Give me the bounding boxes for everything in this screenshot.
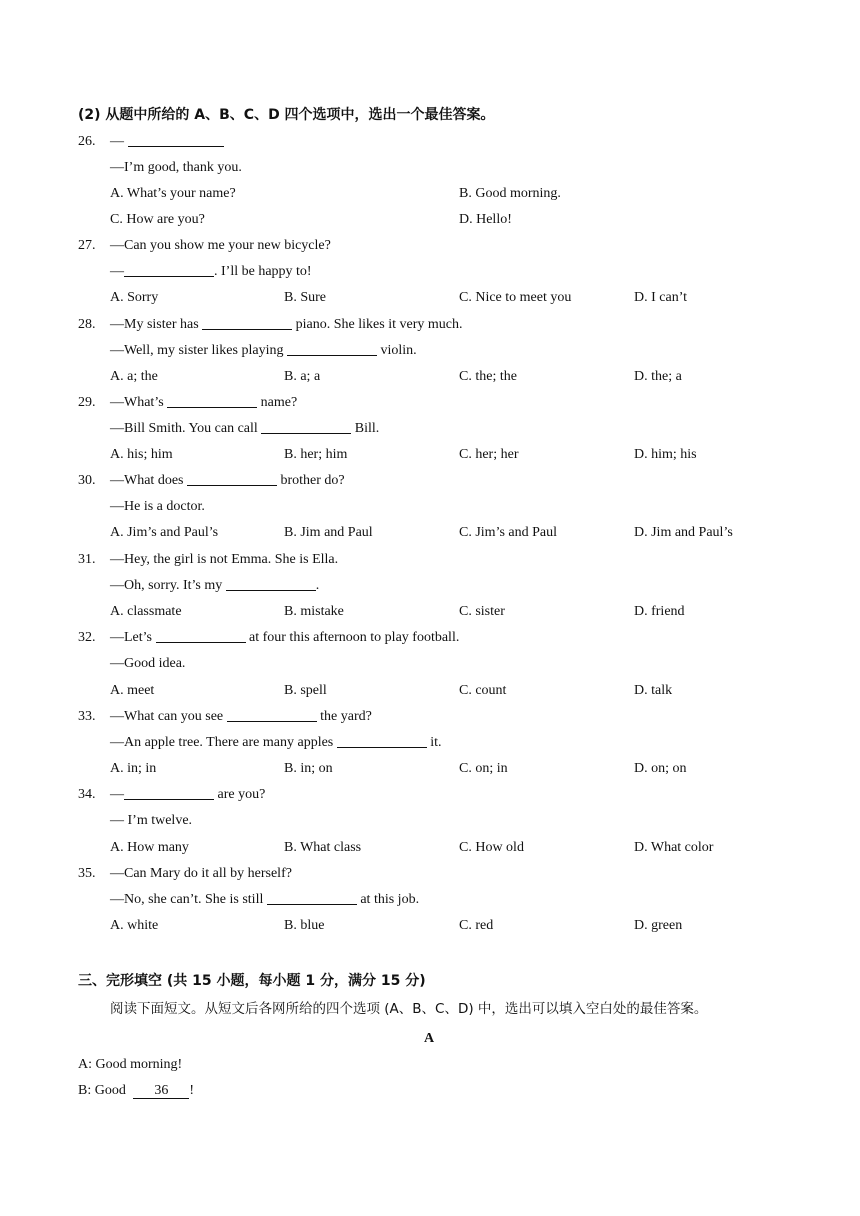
reply-text: —Oh, sorry. It’s my	[110, 578, 226, 593]
question-35-reply	[0, 889, 860, 911]
option-c: C. red	[459, 918, 494, 933]
question-number: 29.	[78, 395, 96, 410]
stem-text-tail: the yard?	[316, 709, 372, 724]
dialogue-text: B: Good	[78, 1083, 130, 1098]
question-35-stem	[0, 863, 860, 885]
reply-text-tail: at this job.	[356, 892, 420, 907]
stem-text-tail: name?	[257, 395, 298, 410]
question-26-stem	[0, 131, 860, 153]
option-a: A. classmate	[110, 604, 182, 619]
option-a: A. a; the	[110, 369, 158, 384]
answer-blank	[227, 707, 317, 722]
option-a: A. white	[110, 918, 159, 933]
option-c: C. Jim’s and Paul	[459, 525, 558, 540]
question-27-reply	[0, 261, 860, 283]
answer-blank	[287, 341, 377, 356]
option-d: D. Jim and Paul’s	[634, 525, 733, 540]
reply-text-tail: it.	[426, 735, 442, 750]
option-b: B. spell	[284, 683, 327, 698]
question-35-options	[0, 915, 860, 937]
option-b: B. her; him	[284, 447, 348, 462]
question-32-reply	[0, 653, 860, 675]
option-a: A. in; in	[110, 761, 157, 776]
reply-text-tail: .	[315, 578, 320, 593]
option-d: D. talk	[634, 683, 673, 698]
reply-text: —I’m good, thank you.	[110, 160, 242, 175]
question-28-stem	[0, 314, 860, 336]
option-c: C. on; in	[459, 761, 508, 776]
reply-text: —He is a doctor.	[110, 499, 205, 514]
stem-text: —What’s	[110, 395, 168, 410]
question-33-reply	[0, 732, 860, 754]
option-c: C. sister	[459, 604, 505, 619]
question-34-options	[0, 837, 860, 859]
stem-text: —	[110, 787, 124, 802]
dialogue-line-2	[0, 1080, 860, 1102]
question-26-options-row2	[0, 209, 860, 231]
question-31-reply	[0, 575, 860, 597]
question-number: 32.	[78, 630, 96, 645]
answer-blank	[226, 576, 316, 591]
question-number: 34.	[78, 787, 96, 802]
option-b: B. blue	[284, 918, 325, 933]
option-d: D. on; on	[634, 761, 687, 776]
question-number: 27.	[78, 238, 96, 253]
option-c: C. the; the	[459, 369, 517, 384]
stem-text: —Hey, the girl is not Emma. She is Ella.	[110, 552, 339, 567]
option-c: C. her; her	[459, 447, 519, 462]
question-31-stem	[0, 549, 860, 571]
question-27-stem	[0, 235, 860, 257]
stem-text: —What does	[110, 473, 187, 488]
passage-title	[0, 1028, 860, 1050]
section-3-heading-text: 三、完形填空 (共 15 小题，每小题 1 分，满分 15 分)	[78, 973, 426, 989]
stem-text-tail: piano. She likes it very much.	[292, 317, 463, 332]
question-30-options	[0, 522, 860, 544]
stem-text-tail: brother do?	[276, 473, 345, 488]
question-29-reply	[0, 418, 860, 440]
answer-blank	[261, 419, 351, 434]
question-32-stem	[0, 627, 860, 649]
option-a: A. How many	[110, 840, 189, 855]
option-a: A. meet	[110, 683, 155, 698]
stem-text: —Let’s	[110, 630, 156, 645]
stem-text-tail: at four this afternoon to play football.	[245, 630, 460, 645]
reply-text: — I’m twelve.	[110, 813, 193, 828]
reply-text: —No, she can’t. She is still	[110, 892, 267, 907]
reply-text: —	[110, 264, 124, 279]
reply-text-tail: violin.	[376, 343, 417, 358]
option-d: D. him; his	[634, 447, 697, 462]
question-34-reply	[0, 810, 860, 832]
section-3-instruction	[0, 998, 860, 1020]
option-c: C. count	[459, 683, 507, 698]
answer-blank	[128, 132, 224, 147]
question-30-stem	[0, 470, 860, 492]
instruction-text: 阅读下面短文。从短文后各网所给的四个选项 (A、B、C、D) 中，选出可以填入空白处的最佳答案。	[110, 1001, 708, 1017]
option-a: A. Jim’s and Paul’s	[110, 525, 219, 540]
stem-text: —Can Mary do it all by herself?	[110, 866, 292, 881]
option-d: D. What color	[634, 840, 714, 855]
question-number: 30.	[78, 473, 96, 488]
question-28-reply	[0, 340, 860, 362]
question-number: 28.	[78, 317, 96, 332]
answer-blank	[156, 628, 246, 643]
question-32-options	[0, 680, 860, 702]
question-29-options	[0, 444, 860, 466]
reply-text-tail: Bill.	[351, 421, 380, 436]
stem-text: —My sister has	[110, 317, 203, 332]
option-d: D. green	[634, 918, 683, 933]
answer-blank	[124, 262, 214, 277]
option-a: A. Sorry	[110, 290, 159, 305]
stem-text: —	[110, 134, 128, 149]
option-d: D. I can’t	[634, 290, 687, 305]
question-28-options	[0, 366, 860, 388]
reply-text-tail: . I’ll be happy to!	[214, 264, 312, 279]
cloze-blank-36: 36	[133, 1083, 189, 1099]
option-c: C. How are you?	[110, 212, 205, 227]
option-d: D. friend	[634, 604, 685, 619]
option-b: B. What class	[284, 840, 362, 855]
reply-text: —Good idea.	[110, 656, 186, 671]
answer-blank	[337, 733, 427, 748]
option-b: B. Jim and Paul	[284, 525, 373, 540]
section-2-heading	[0, 104, 860, 126]
reply-text: —An apple tree. There are many apples	[110, 735, 337, 750]
option-b: B. mistake	[284, 604, 344, 619]
section-3-heading	[0, 970, 860, 992]
answer-blank	[202, 315, 292, 330]
option-b: B. a; a	[284, 369, 321, 384]
option-b: B. Sure	[284, 290, 326, 305]
reply-text: —Bill Smith. You can call	[110, 421, 262, 436]
question-number: 33.	[78, 709, 96, 724]
question-29-stem	[0, 392, 860, 414]
dialogue-text-tail: !	[189, 1083, 195, 1098]
answer-blank	[124, 785, 214, 800]
stem-text: —Can you show me your new bicycle?	[110, 238, 331, 253]
question-number: 31.	[78, 552, 96, 567]
option-d: D. the; a	[634, 369, 682, 384]
dialogue-text: A: Good morning!	[78, 1057, 183, 1072]
option-b: B. in; on	[284, 761, 333, 776]
dialogue-line-1	[0, 1054, 860, 1076]
answer-blank	[167, 393, 257, 408]
question-27-options	[0, 287, 860, 309]
question-number: 35.	[78, 866, 96, 881]
question-33-options	[0, 758, 860, 780]
question-31-options	[0, 601, 860, 623]
answer-blank	[267, 890, 357, 905]
section-2-heading-text: (2) 从题中所给的 A、B、C、D 四个选项中，选出一个最佳答案。	[78, 107, 495, 123]
question-34-stem	[0, 784, 860, 806]
stem-text: —What can you see	[110, 709, 227, 724]
question-26-reply	[0, 157, 860, 179]
passage-title-text: A	[424, 1031, 435, 1046]
option-b: B. Good morning.	[459, 186, 561, 201]
stem-text-tail: are you?	[214, 787, 266, 802]
question-26-options-row1	[0, 183, 860, 205]
option-a: A. What’s your name?	[110, 186, 236, 201]
question-30-reply	[0, 496, 860, 518]
question-33-stem	[0, 706, 860, 728]
option-a: A. his; him	[110, 447, 173, 462]
question-number: 26.	[78, 134, 96, 149]
option-c: C. How old	[459, 840, 524, 855]
option-c: C. Nice to meet you	[459, 290, 572, 305]
answer-blank	[187, 471, 277, 486]
option-d: D. Hello!	[459, 212, 512, 227]
reply-text: —Well, my sister likes playing	[110, 343, 287, 358]
